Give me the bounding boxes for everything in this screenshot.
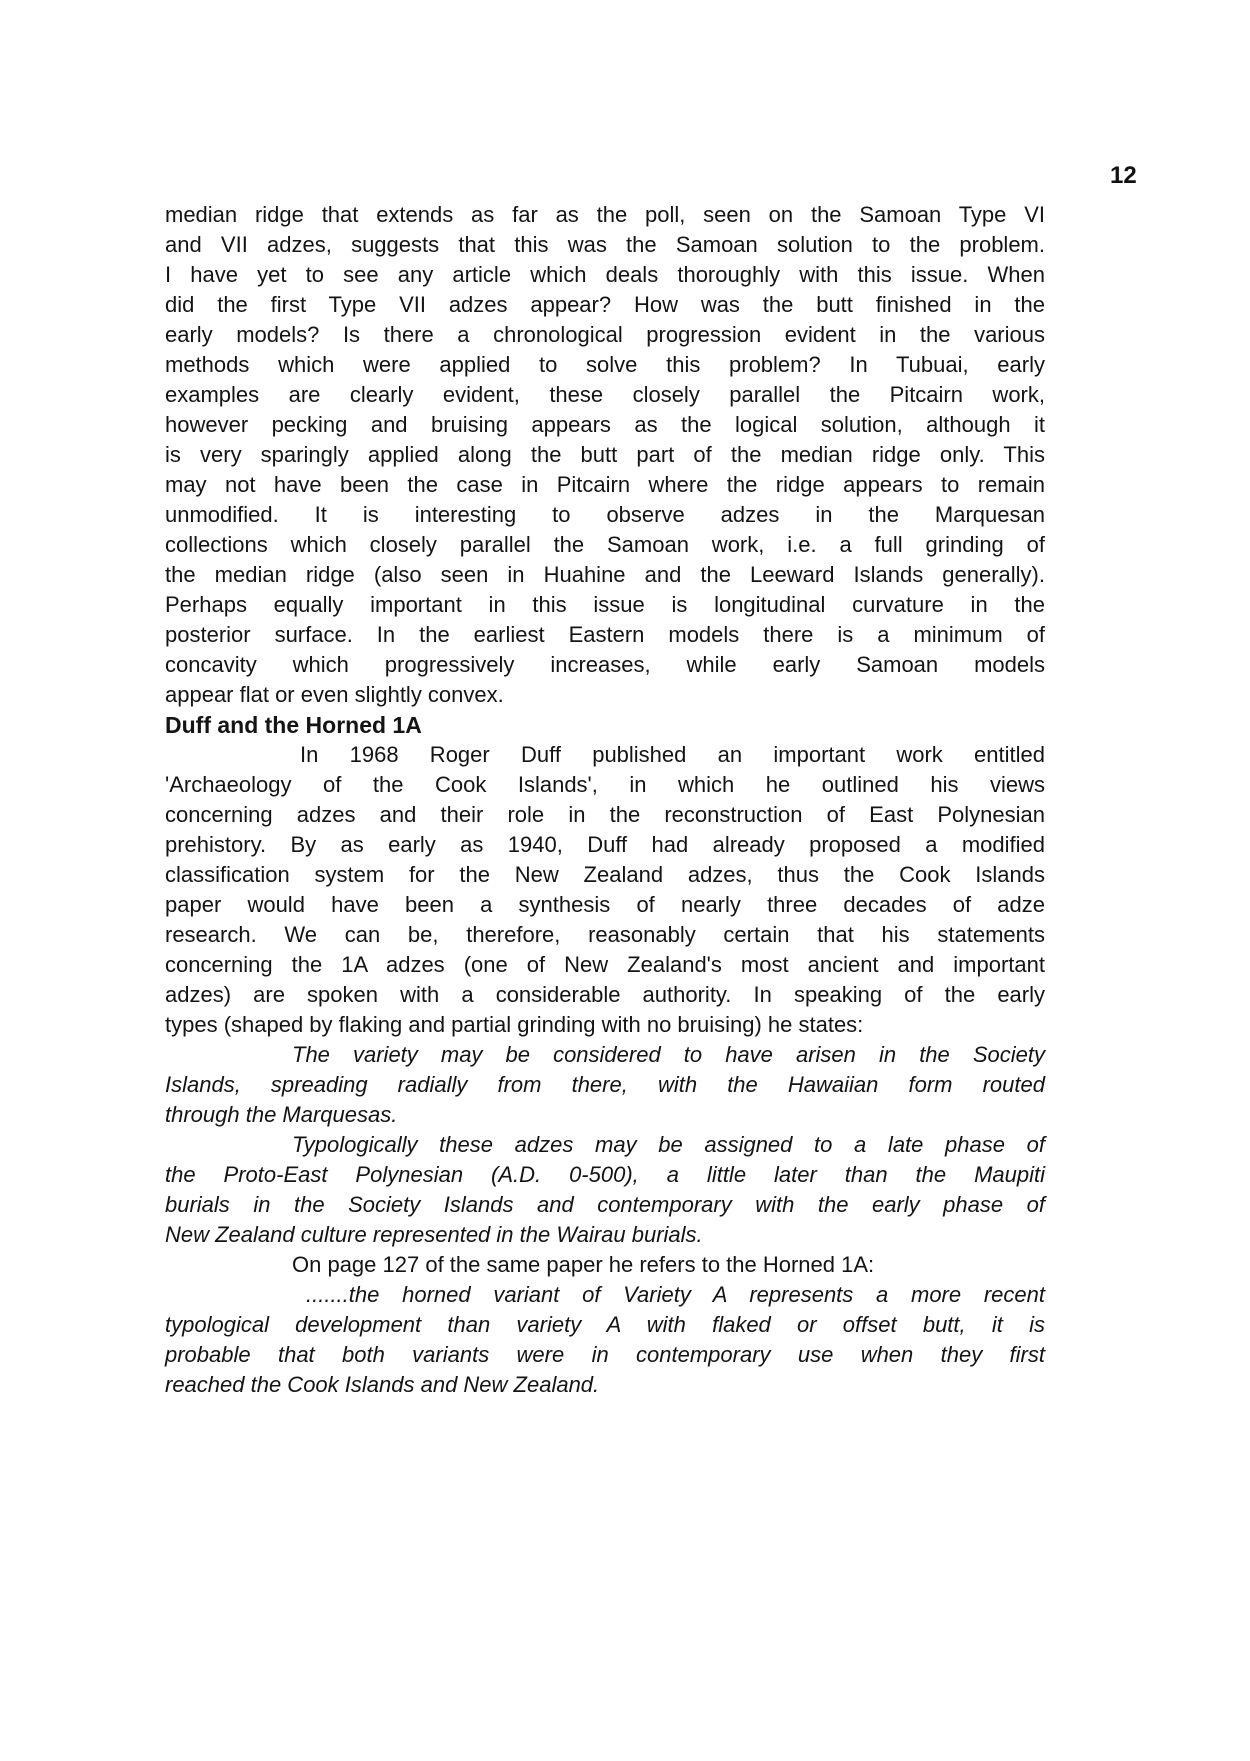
body-line: prehistory. By as early as 1940, Duff had already proposed a modified: [165, 832, 1045, 857]
body-line: I have yet to see any article which deals thoroughly with this issue. When: [165, 262, 1045, 287]
quote-line: through the Marquesas.: [165, 1102, 398, 1127]
body-line: posterior surface. In the earliest Eastern models there is a minimum of: [165, 622, 1045, 647]
body-line: types (shaped by flaking and partial grinding with no bruising) he states:: [165, 1012, 864, 1037]
quote-line: .......the horned variant of Variety A represents a more recent: [306, 1282, 1045, 1307]
body-line: did the first Type VII adzes appear? How was the butt finished in the: [165, 292, 1045, 317]
body-line: concavity which progressively increases, while early Samoan models: [165, 652, 1045, 677]
quote-line: the Proto-East Polynesian (A.D. 0-500), a little later than the Maupiti: [165, 1162, 1045, 1187]
quote-line: Islands, spreading radially from there, with the Hawaiian form routed: [165, 1072, 1045, 1097]
body-line: however pecking and bruising appears as the logical solution, although it: [165, 412, 1045, 437]
page-number: 12: [1110, 162, 1137, 189]
body-line: classification system for the New Zealand adzes, thus the Cook Islands: [165, 862, 1045, 887]
quote-line: The variety may be considered to have arisen in the Society: [292, 1042, 1045, 1067]
body-line: paper would have been a synthesis of nearly three decades of adze: [165, 892, 1045, 917]
body-line: the median ridge (also seen in Huahine and the Leeward Islands generally).: [165, 562, 1045, 587]
body-line: median ridge that extends as far as the poll, seen on the Samoan Type VI: [165, 202, 1045, 227]
quote-line: reached the Cook Islands and New Zealand.: [165, 1372, 600, 1397]
body-line: concerning the 1A adzes (one of New Zealand's most ancient and important: [165, 952, 1045, 977]
body-line: and VII adzes, suggests that this was the Samoan solution to the problem.: [165, 232, 1045, 257]
body-line: appear flat or even slightly convex.: [165, 682, 504, 707]
body-line: methods which were applied to solve this problem? In Tubuai, early: [165, 352, 1045, 377]
body-line: may not have been the case in Pitcairn where the ridge appears to remain: [165, 472, 1045, 497]
quote-line: probable that both variants were in contemporary use when they first: [165, 1342, 1045, 1367]
section-heading: Duff and the Horned 1A: [165, 712, 422, 738]
body-line: On page 127 of the same paper he refers to the Horned 1A:: [292, 1252, 875, 1277]
body-line: early models? Is there a chronological progression evident in the various: [165, 322, 1045, 347]
body-line: 'Archaeology of the Cook Islands', in which he outlined his views: [165, 772, 1045, 797]
quote-line: typological development than variety A with flaked or offset butt, it is: [165, 1312, 1045, 1337]
body-line: research. We can be, therefore, reasonably certain that his statements: [165, 922, 1045, 947]
body-line: is very sparingly applied along the butt part of the median ridge only. This: [165, 442, 1045, 467]
quote-line: New Zealand culture represented in the Wairau burials.: [165, 1222, 703, 1247]
quote-line: burials in the Society Islands and contemporary with the early phase of: [165, 1192, 1045, 1217]
body-line: Perhaps equally important in this issue is longitudinal curvature in the: [165, 592, 1045, 617]
body-line: collections which closely parallel the Samoan work, i.e. a full grinding of: [165, 532, 1045, 557]
body-line: concerning adzes and their role in the reconstruction of East Polynesian: [165, 802, 1045, 827]
body-line: examples are clearly evident, these closely parallel the Pitcairn work,: [165, 382, 1045, 407]
quote-line: Typologically these adzes may be assigned to a late phase of: [292, 1132, 1045, 1157]
body-line: In 1968 Roger Duff published an important work entitled: [300, 742, 1045, 767]
body-line: unmodified. It is interesting to observe adzes in the Marquesan: [165, 502, 1045, 527]
body-line: adzes) are spoken with a considerable authority. In speaking of the early: [165, 982, 1045, 1007]
